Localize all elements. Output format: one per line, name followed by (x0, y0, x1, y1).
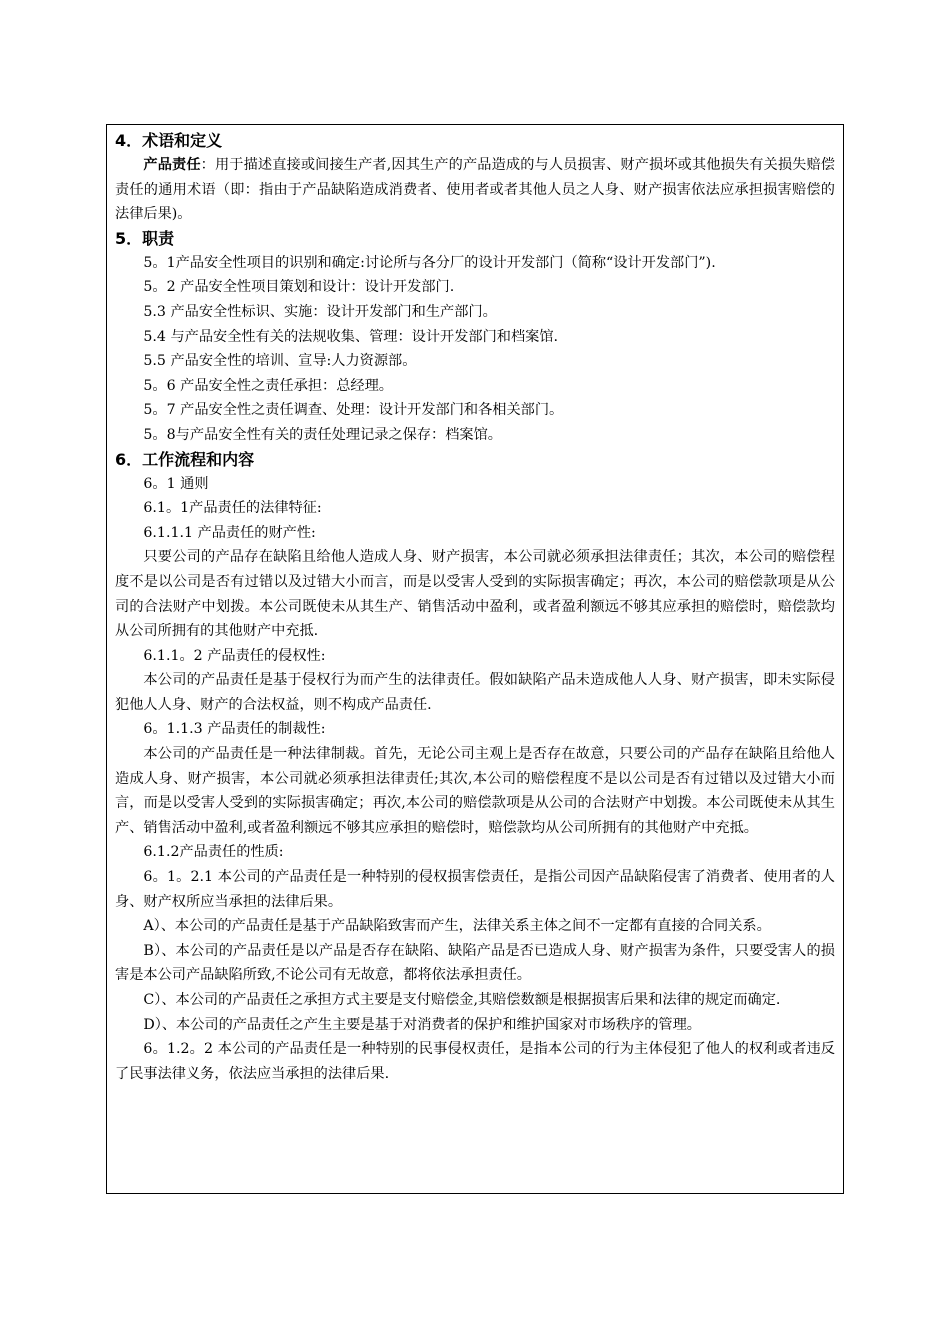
term-definition-text: ：用于描述直接或间接生产者,因其生产的产品造成的与人员损害、财产损坏或其他损失有关损失赔偿责任的通用术语（即：指由于产品缺陷造成消费者、使用者或者其他人员之人身、财产损害依法应承担损害赔偿的法律后果)。 (115, 157, 835, 223)
body-paragraph: 6。1。2.1 本公司的产品责任是一种特别的侵权损害偿责任，是指公司因产品缺陷侵害了消费者、使用者的人身、财产权所应当承担的法律后果。 (115, 869, 835, 910)
subsection-title: 6.1.1.1 产品责任的财产性: (143, 524, 316, 541)
subsection-title: 6.1.1。2 产品责任的侵权性: (143, 647, 326, 664)
body-paragraph: D）、本公司的产品责任之产生主要是基于对消费者的保护和维护国家对市场秩序的管理。 (143, 1016, 701, 1033)
duty-item: 5.3 产品安全性标识、实施：设计开发部门和生产部门。 (143, 303, 497, 320)
term-label: 产品责任 (143, 157, 201, 173)
section-6-heading: 6．工作流程和内容 (115, 449, 255, 469)
document-frame (106, 124, 844, 1194)
duty-item: 5.5 产品安全性的培训、宣导:人力资源部。 (143, 353, 417, 370)
body-paragraph: B）、本公司的产品责任是以产品是否存在缺陷、缺陷产品是否已造成人身、财产损害为条件，只要受害人的损害是本公司产品缺陷所致,不论公司有无故意，都将依法承担责任。 (115, 942, 835, 984)
duty-item: 5。7 产品安全性之责任调查、处理：设计开发部门和各相关部门。 (143, 402, 564, 419)
body-paragraph: 只要公司的产品存在缺陷且给他人造成人身、财产损害，本公司就必须承担法律责任；其次，本公司的赔偿程度不是以公司是否有过错以及过错大小而言，而是以受害人受到的实际损害确定；再次，本公司的赔偿款项是从公司的合法财产中划拨。本公司既使未从其生产、销售活动中盈利，或者盈利额远不够其应承担的赔偿时，赔偿款均从公司所拥有的其他财产中充抵. (115, 549, 835, 640)
term-definition (115, 153, 835, 227)
duty-item: 5。8与产品安全性有关的责任处理记录之保存：档案馆。 (143, 426, 502, 443)
body-paragraph: 本公司的产品责任是基于侵权行为而产生的法律责任。假如缺陷产品未造成他人人身、财产损害，即未实际侵犯他人人身、财产的合法权益，则不构成产品责任. (115, 672, 835, 713)
body-paragraph: 本公司的产品责任是一种法律制裁。首先，无论公司主观上是否存在故意，只要公司的产品存在缺陷且给他人造成人身、财产损害，本公司就必须承担法律责任;其次,本公司的赔偿程度不是以公司是否有过错以及过错大小而言，而是以受害人受到的实际损害确定；再次,本公司的赔偿款项是从公司的合法财产中划拨。本公司既使未从其生产、销售活动中盈利,或者盈利额远不够其应承担的赔偿时，赔偿款均从公司所拥有的其他财产中充抵。 (115, 746, 835, 836)
duty-item: 5.4 与产品安全性有关的法规收集、管理：设计开发部门和档案馆. (143, 328, 559, 345)
duty-item: 5。6 产品安全性之责任承担：总经理。 (143, 377, 393, 394)
subsection-title: 6.1。1产品责任的法律特征: (143, 500, 322, 517)
subsection-title: 6。1 通则 (143, 475, 209, 492)
section-4-heading: 4．术语和定义 (115, 131, 223, 150)
duty-item: 5。1产品安全性项目的识别和确定:讨论所与各分厂的设计开发部门（简称“设计开发部门”). (143, 254, 716, 271)
body-paragraph: C）、本公司的产品责任之承担方式主要是支付赔偿金,其赔偿数额是根据损害后果和法律的规定而确定. (143, 992, 781, 1008)
section-5-heading: 5．职责 (115, 228, 175, 248)
duty-item: 5。2 产品安全性项目策划和设计：设计开发部门. (143, 279, 455, 296)
subsection-title: 6.1.2产品责任的性质: (143, 844, 284, 861)
body-paragraph: A）、本公司的产品责任是基于产品缺陷致害而产生，法律关系主体之间不一定都有直接的合同关系。 (143, 918, 771, 935)
subsection-title: 6。1.1.3 产品责任的制裁性: (143, 721, 326, 738)
body-paragraph: 6。1.2。2 本公司的产品责任是一种特别的民事侵权责任，是指本公司的行为主体侵犯了他人的权利或者违反了民事法律义务，依法应当承担的法律后果. (115, 1041, 835, 1082)
